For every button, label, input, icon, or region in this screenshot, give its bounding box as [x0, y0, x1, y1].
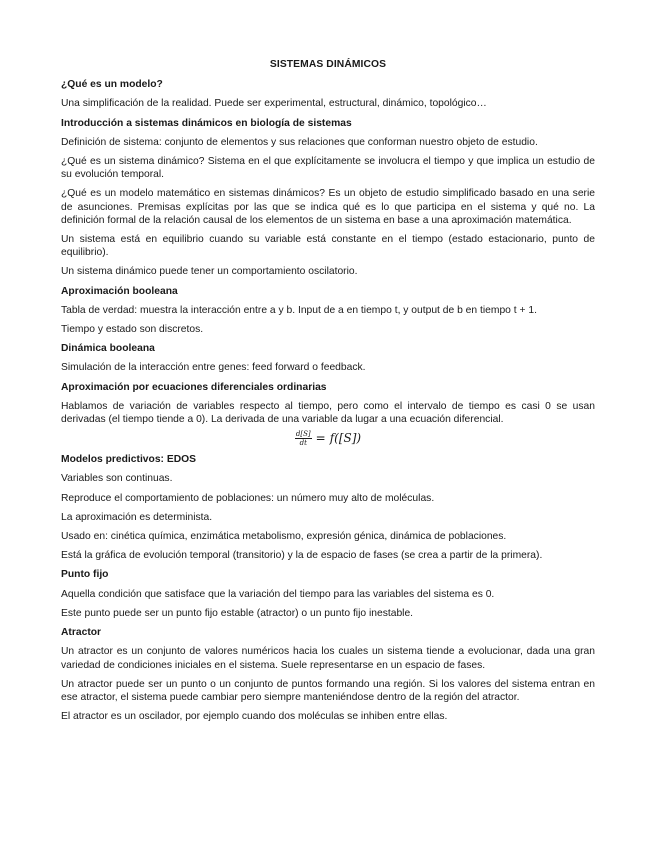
paragraph: La aproximación es determinista. [61, 511, 213, 523]
paragraph: Hablamos de variación de variables respecto al tiempo, pero como el intervalo de tiempo es casi 0 se usan derivadas (el tiempo tiende a 0). La derivada de una variable da lugar a una ecuación diferencial. [61, 400, 595, 426]
paragraph: Tiempo y estado son discretos. [61, 324, 204, 336]
paragraph: Tabla de verdad: muestra la interacción entre a y b. Input de a en tiempo t, y output de b en tiempo t + 1. [61, 304, 537, 316]
paragraph: Simulación de la interacción entre genes: feed forward o feedback. [61, 362, 366, 374]
paragraph: Definición de sistema: conjunto de elementos y sus relaciones que conforman nuestro objeto de estudio. [61, 136, 538, 148]
equation-denominator: dt [299, 439, 307, 448]
paragraph: Este punto puede ser un punto fijo estable (atractor) o un punto fijo inestable. [61, 607, 414, 619]
paragraph: ¿Qué es un modelo matemático en sistemas dinámicos? Es un objeto de estudio simplificado basado en una serie de asunciones. Premisas explícitas por las que se indica qué es lo que participa en el sistema y qué no. La definición formal de la relación causal de los elementos de un sistema en base a una aproximación matemática. [61, 188, 595, 226]
section-heading: Introducción a sistemas dinámicos en biología de sistemas [61, 117, 352, 129]
paragraph: Variables son continuas. [61, 473, 173, 485]
paragraph: Un atractor es un conjunto de valores numéricos hacia los cuales un sistema tiende a evolucionar, dada una gran variedad de condiciones iniciales en el sistema. Suele representarse en un espacio de fases. [61, 646, 595, 671]
paragraph: Un atractor puede ser un punto o un conjunto de puntos formando una región. Si los valores del sistema entran en ese atractor, el sistema puede cambiar pero siempre manteniéndose dentro de la región del atractor. [61, 678, 595, 703]
section-heading: Punto fijo [61, 569, 109, 581]
section-heading: Aproximación por ecuaciones diferenciales ordinarias [61, 381, 327, 393]
paragraph: El atractor es un oscilador, por ejemplo cuando dos moléculas se inhiben entre ellas. [61, 711, 448, 723]
section-heading: Aproximación booleana [61, 285, 178, 297]
document-title: SISTEMAS DINÁMICOS [269, 59, 387, 70]
document-page [61, 58, 595, 729]
paragraph: Aquella condición que satisface que la variación del tiempo para las variables del sistema es 0. [61, 588, 495, 600]
paragraph: Reproduce el comportamiento de poblaciones: un número muy alto de moléculas. [61, 492, 435, 504]
section-heading: Atractor [61, 627, 102, 639]
derivative-fraction [295, 430, 312, 447]
section-heading: Modelos predictivos: EDOS [61, 454, 197, 466]
paragraph: Un sistema dinámico puede tener un comportamiento oscilatorio. [61, 266, 358, 278]
paragraph: Usado en: cinética química, enzimática metabolismo, expresión génica, dinámica de poblaciones. [61, 531, 507, 543]
paragraph: ¿Qué es un sistema dinámico? Sistema en el que explícitamente se involucra el tiempo y que implica un estudio de su evolución temporal. [61, 156, 595, 181]
paragraph: Está la gráfica de evolución temporal (transitorio) y la de espacio de fases (se crea a partir de la primera). [61, 550, 543, 562]
paragraph: Un sistema está en equilibrio cuando su variable está constante en el tiempo (estado estacionario, punto de equilibrio). [61, 234, 595, 259]
equation-numerator: d[S] [295, 430, 311, 439]
section-heading: ¿Qué es un modelo? [61, 79, 163, 91]
equation-equals: = [315, 431, 326, 446]
differential-equation [61, 430, 595, 447]
section-heading: Dinámica booleana [61, 343, 155, 355]
equation-rhs: f([S]) [329, 431, 362, 446]
paragraph: Una simplificación de la realidad. Puede ser experimental, estructural, dinámico, topológico… [61, 98, 487, 110]
